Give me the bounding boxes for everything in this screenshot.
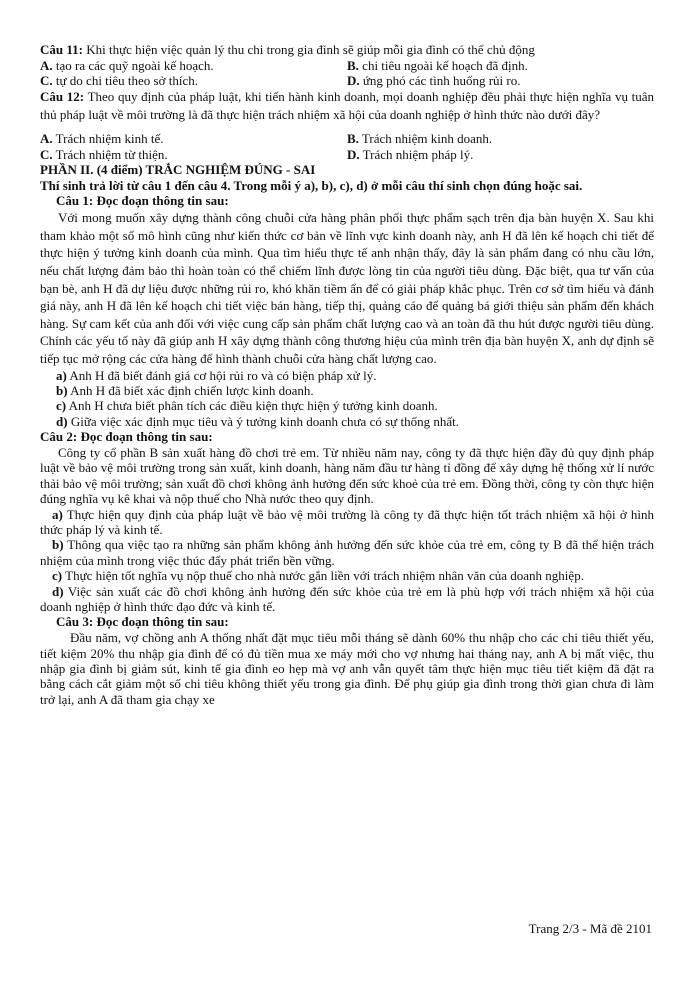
item-key: b): [52, 537, 64, 553]
option-text: chi tiêu ngoài kế hoạch đã định.: [358, 57, 528, 73]
c2-item-c: [40, 568, 654, 583]
c1-title: [40, 193, 654, 209]
part-instruction-text: Thí sinh trả lời từ câu 1 đến câu 4. Trong mỗi ý a), b), c), d) ở mỗi câu thí sinh chọn đúng hoặc sai.: [40, 177, 583, 193]
item-key: a): [52, 506, 63, 522]
option-b: [347, 131, 654, 146]
c3-title-text: Câu 3: Đọc đoạn thông tin sau:: [56, 614, 229, 630]
question-11: [40, 42, 654, 58]
option-d: [347, 73, 654, 88]
question-label: Câu 12:: [40, 89, 85, 105]
item-key: b): [56, 382, 68, 398]
item-text: Thực hiện tốt nghĩa vụ nộp thuế cho nhà nước gắn liền với trách nhiệm nhân văn của doanh nghiệp.: [62, 568, 584, 584]
option-key: B.: [347, 57, 359, 73]
part-heading-text: PHẦN II. (4 điểm) TRẮC NGHIỆM ĐÚNG - SAI: [40, 161, 316, 177]
c2-item-d: [40, 584, 654, 615]
c1-title-text: Câu 1: Đọc đoạn thông tin sau:: [56, 193, 229, 209]
option-text: tự do chi tiêu theo sở thích.: [52, 73, 198, 88]
c1-items: [40, 368, 654, 430]
c3-title: [40, 614, 654, 630]
option-text: tạo ra các quỹ ngoài kế hoạch.: [52, 57, 214, 73]
option-key: A.: [40, 131, 53, 147]
option-a: [40, 131, 347, 146]
option-key: C.: [40, 146, 53, 162]
item-text: Thông qua việc tạo ra những sản phẩm không ảnh hưởng đến sức khỏe của trẻ em, công ty B đã thể hiện trách nhiệm của mình trong việc thúc đẩy phát triển bền vững.: [40, 537, 654, 568]
c1-item-a: [40, 368, 654, 383]
question-text: Khi thực hiện việc quản lý thu chi trong gia đình sẽ giúp mỗi gia đình có thể chủ động: [82, 42, 535, 57]
c1-item-b: [40, 383, 654, 398]
c2-title-text: Câu 2: Đọc đoạn thông tin sau:: [40, 429, 213, 445]
c1-item-c: [40, 398, 654, 413]
option-text: Trách nhiệm pháp lý.: [359, 146, 474, 162]
option-text: Trách nhiệm kinh tế.: [52, 131, 164, 147]
exam-page: [40, 42, 654, 707]
item-text: Giữa việc xác định mục tiêu và ý tưởng kinh doanh chưa có sự thống nhất.: [67, 413, 459, 429]
question-12: [40, 88, 654, 123]
option-key: A.: [40, 57, 53, 73]
question-label: Câu 11:: [40, 42, 83, 57]
item-key: c): [52, 568, 63, 584]
part-instruction: [40, 178, 654, 194]
item-text: Anh H đã biết đánh giá cơ hội rủi ro và có biện pháp xử lý.: [66, 367, 377, 383]
option-text: Trách nhiệm kinh doanh.: [358, 131, 493, 147]
item-text: Việc sản xuất các đồ chơi không ảnh hưởng đến sức khỏe của trẻ em là phù hợp với trách nhiệm xã hội của doanh nghiệp ở hình thức đạo đức và kinh tế.: [40, 583, 654, 615]
option-d: [347, 147, 654, 162]
c3-passage: Đầu năm, vợ chồng anh A thống nhất đặt mục tiêu mỗi tháng sẽ dành 60% thu nhập cho các chi tiêu thiết yếu, tiết kiệm 20% thu nhập gia đình để có đủ tiền mua xe máy mới cho vợ nhưng hai tháng nay, anh A bị mất việc, thu nhập gia đình bị giảm sút, kinh tế gia đình eo hẹp mà vợ anh vẫn quyết tâm thực hiện mục tiêu tiết kiệm đã đặt ra bằng cách cắt giảm một số chi tiêu không thiết yếu trong gia đình. Để phụ giúp gia đình trong thời gian chưa đi làm trở lại, anh A đã tham gia chạy xe: [40, 630, 654, 707]
question-12-options: [40, 131, 654, 161]
option-key: D.: [347, 73, 360, 88]
c1-item-d: [40, 414, 654, 429]
item-text: Anh H đã biết xác định chiến lược kinh doanh.: [67, 382, 314, 398]
item-key: d): [56, 413, 68, 429]
option-key: C.: [40, 73, 53, 88]
item-text: Thực hiện quy định của pháp luật về bảo vệ môi trường là công ty đã thực hiện tốt trách nhiệm xã hội ở hình thức pháp lý và kinh tế.: [40, 506, 654, 537]
part-heading: [40, 162, 654, 178]
item-text: Anh H chưa biết phân tích các điều kiện thực hiện ý tưởng kinh doanh.: [66, 398, 438, 414]
option-key: B.: [347, 131, 359, 147]
c2-passage: Công ty cổ phần B sản xuất hàng đồ chơi trẻ em. Từ nhiều năm nay, công ty đã thực hiện đầy đủ quy định pháp luật về bảo vệ môi trường trong sản xuất, kinh doanh, hàng năm đầu tư hàng tỉ đồng để xây dựng hệ thống xử lí nước thải bảo vệ môi trường; sản xuất đồ chơi không ảnh hưởng đến sức khoẻ của trẻ em. Đồng thời, công ty còn thực hiện đúng nghĩa vụ kê khai và nộp thuế cho Nhà nước theo quy định.: [40, 444, 654, 507]
c2-item-a: [40, 507, 654, 538]
option-b: [347, 58, 654, 73]
c2-title: [40, 429, 654, 445]
option-text: Trách nhiệm từ thiện.: [52, 146, 168, 162]
option-a: [40, 58, 347, 73]
item-key: c): [56, 398, 67, 414]
option-c: [40, 147, 347, 162]
page-footer: Trang 2/3 - Mã đề 2101: [528, 921, 652, 936]
question-11-options: [40, 58, 654, 88]
c2-items: [40, 507, 654, 615]
item-key: a): [56, 367, 67, 383]
option-text: ứng phó các tình huống rủi ro.: [359, 73, 521, 88]
option-key: D.: [347, 146, 360, 162]
option-c: [40, 73, 347, 88]
question-text: Theo quy định của pháp luật, khi tiến hành kinh doanh, mọi doanh nghiệp đều phải thực hiện nghĩa vụ tuân thủ pháp luật về môi trường là đã thực hiện trách nhiệm xã hội của doanh nghiệp ở hình thức nào dưới đây?: [40, 89, 654, 122]
c2-item-b: [40, 537, 654, 568]
c1-passage: Với mong muốn xây dựng thành công chuỗi cửa hàng phân phối thực phẩm sạch trên địa bàn huyện X. Sau khi tham khảo một số mô hình cũng như kiến thức cơ bản về lĩnh vực kinh doanh này, anh H đã lên kế hoạch chi tiết để thực hiện ý tưởng kinh doanh của mình. Qua tìm hiểu thực tế anh nhận thấy, đây là sản phẩm đang có nhu cầu lớn, nếu chất lượng đảm bảo thì hoàn toàn có thể chiếm lĩnh được lòng tin của người tiêu dùng. Đặc biệt, qua tư vấn của bạn bè, anh H đã dự liệu được những rủi ro, khó khăn tiềm ẩn để có giải pháp khắc phục. Trên cơ sở tìm hiểu và đánh giá này, anh H đã lên kế hoạch chi tiết việc bán hàng, tiếp thị, quảng cáo để quảng bá giới thiệu sản phẩm đến khách hàng. Sự cam kết của anh đối với việc cung cấp sản phẩm chất lượng cao và an toàn đã thu hút được người tiêu dùng. Chính các yếu tố này đã giúp anh H xây dựng thành công thương hiệu của mình trên địa bàn huyện X, anh dự định sẽ tiếp tục mở rộng các cửa hàng để hình thành chuỗi cửa hàng chất lượng cao.: [40, 210, 654, 366]
item-key: d): [52, 583, 64, 599]
